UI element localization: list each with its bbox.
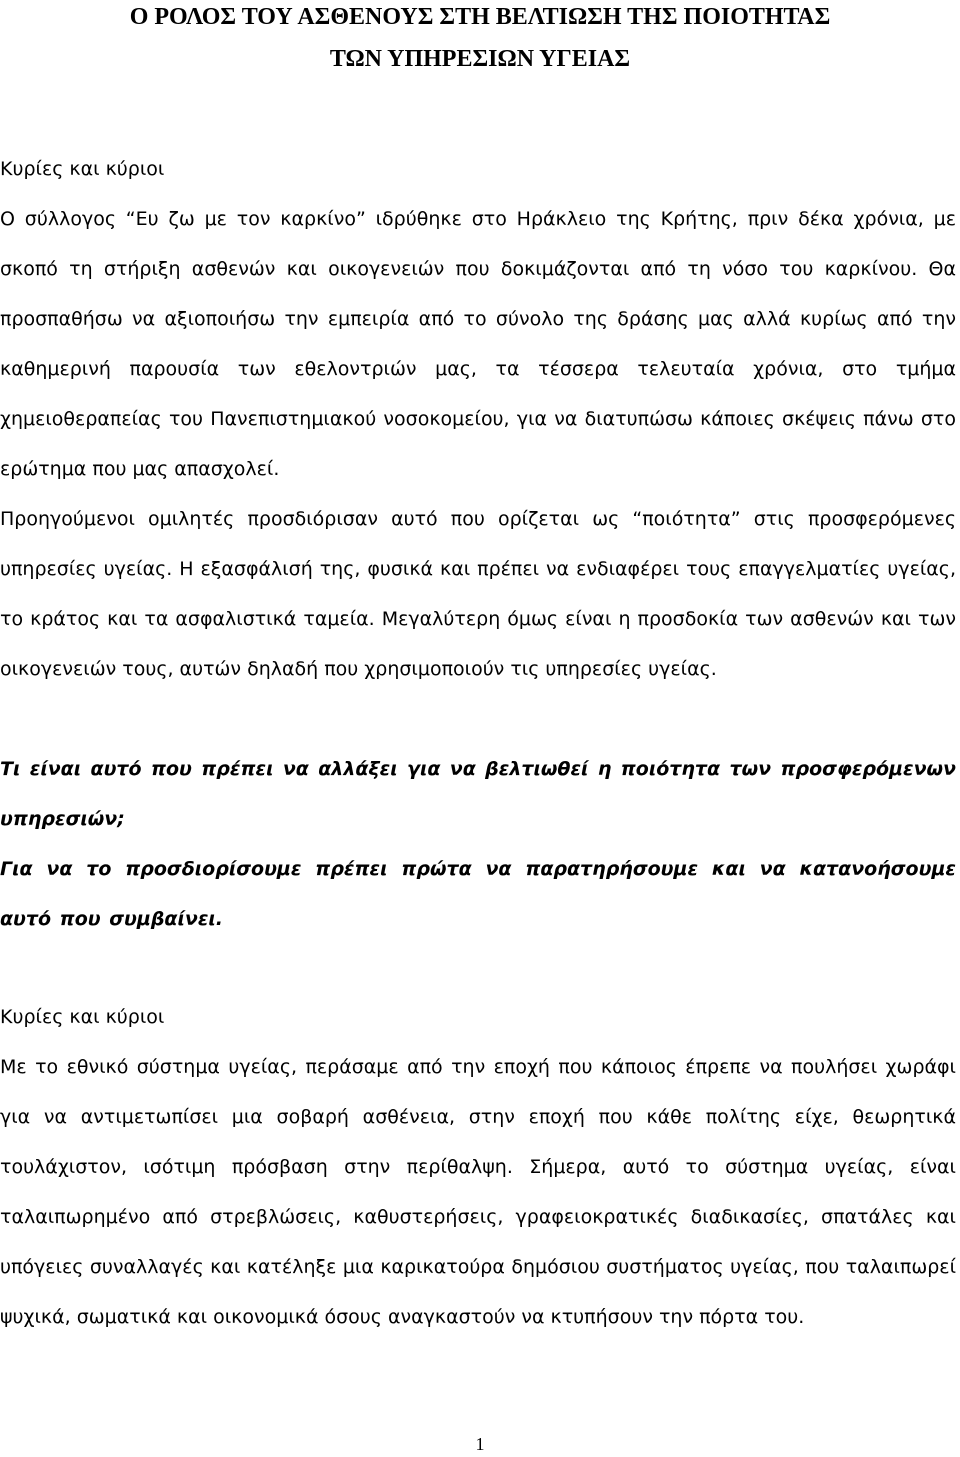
paragraph-health-system: Με το εθνικό σύστημα υγείας, περάσαμε από την εποχή που κάποιος έπρεπε να πουλήσει χωράφι για να αντιμετωπίσει μια σοβαρή ασθένεια, στην εποχή που κάθε πολίτης είχε, θεωρητικά τουλάχιστον, ισότιμη πρόσβαση στην περίθαλψη. Σήμερα, αυτό το σύστημα υγείας, είναι ταλαιπωρημένο από στρεβλώσεις, καθυστερήσεις, γραφειοκρατικές διαδικασίες, σπατάλες και υπόγειες συναλλαγές και κατέληξε μια καρικατούρα δημόσιου συστήματος υγείας, που ταλαιπωρεί ψυχικά, σωματικά και οικονομικά όσους αναγκαστούν να κτυπήσουν την πόρτα του. bbox=[0, 1056, 956, 1328]
question-heading: Τι είναι αυτό που πρέπει να αλλάξει για να βελτιωθεί η ποιότητα των προσφερόμενων υπηρεσιών; bbox=[0, 758, 956, 830]
document-title-line-1: Ο ΡΟΛΟΣ ΤΟΥ ΑΣΘΕΝΟΥΣ ΣΤΗ ΒΕΛΤΙΩΣΗ ΤΗΣ ΠΟΙΟΤΗΤΑΣ bbox=[129, 4, 831, 30]
paragraph-intro: Ο σύλλογος “Ευ ζω με τον καρκίνο” ιδρύθηκε στο Ηράκλειο της Κρήτης, πριν δέκα χρόνια, με σκοπό τη στήριξη ασθενών και οικογενειών που δοκιμάζονται από τη νόσο του καρκίνου. Θα προσπαθήσω να αξιοποιήσω την εμπειρία από το σύνολο της δράσης μας αλλά κυρίως από την καθημερινή παρουσία των εθελοντριών μας, τα τέσσερα τελευταία χρόνια, στο τμήμα χημειοθεραπείας του Πανεπιστημιακού νοσοκομείου, για να διατυπώσω κάποιες σκέψεις πάνω στο ερώτημα που μας απασχολεί. bbox=[0, 208, 956, 480]
answer-heading: Για να το προσδιορίσουμε πρέπει πρώτα να παρατηρήσουμε και να κατανοήσουμε αυτό που συμβαίνει. bbox=[0, 858, 956, 930]
paragraph-quality: Προηγούμενοι ομιλητές προσδιόρισαν αυτό που ορίζεται ως “ποιότητα” στις προσφερόμενες υπηρεσίες υγείας. Η εξασφάλισή της, φυσικά και πρέπει να ενδιαφέρει τους επαγγελματίες υγείας, το κράτος και τα ασφαλιστικά ταμεία. Μεγαλύτερη όμως είναι η προσδοκία των ασθενών και των οικογενειών τους, αυτών δηλαδή που χρησιμοποιούν τις υπηρεσίες υγείας. bbox=[0, 508, 956, 680]
document-title-line-2: ΤΩΝ ΥΠΗΡΕΣΙΩΝ ΥΓΕΙΑΣ bbox=[329, 46, 631, 72]
page-number: 1 bbox=[475, 1434, 485, 1454]
salutation: Κυρίες και κύριοι bbox=[0, 1006, 165, 1028]
salutation: Κυρίες και κύριοι bbox=[0, 158, 165, 180]
